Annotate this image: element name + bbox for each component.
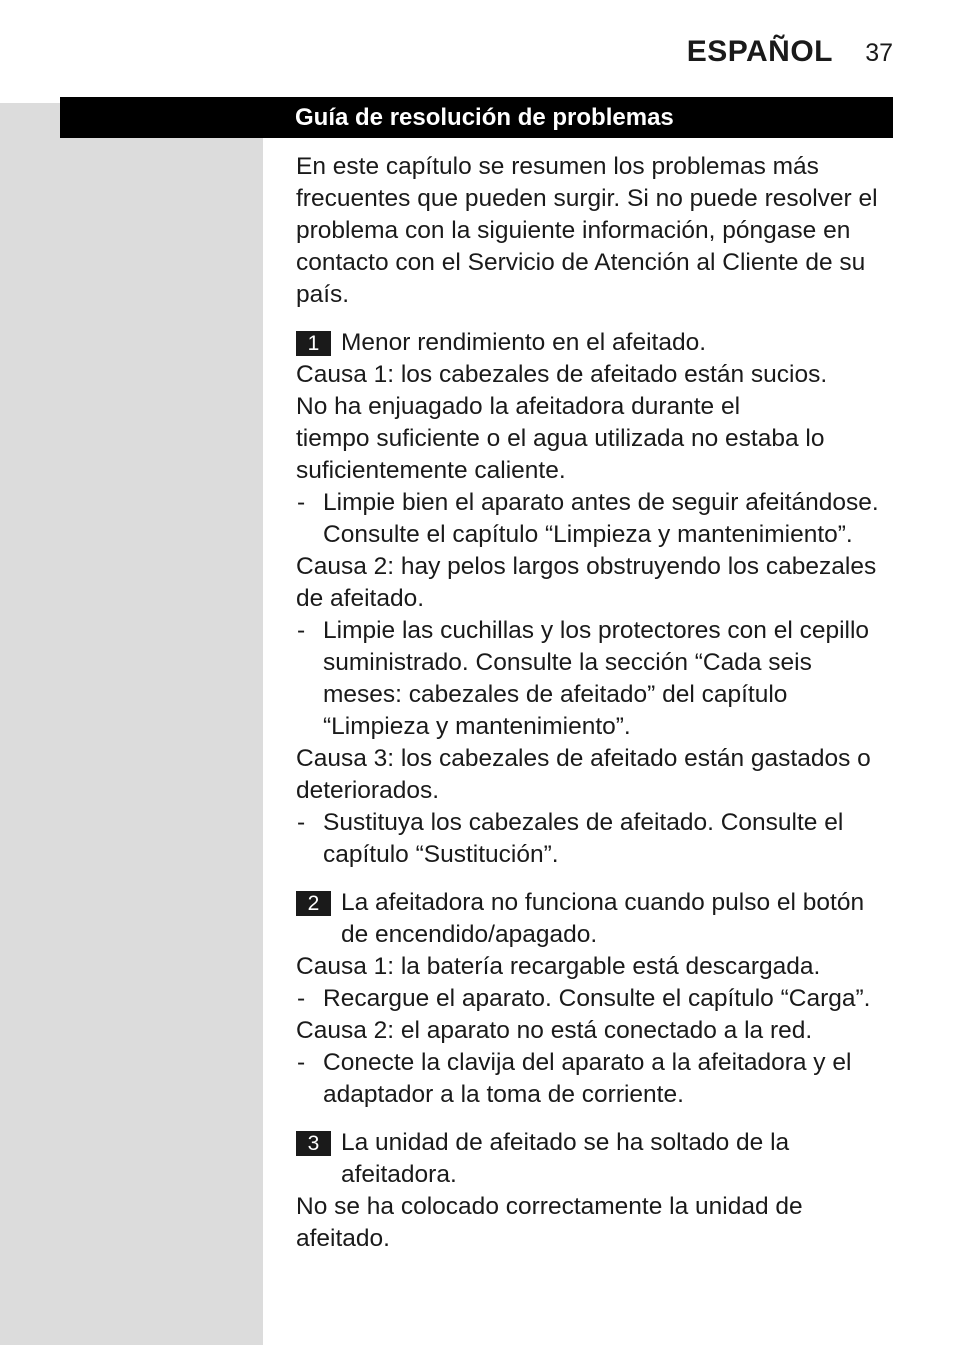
cause-text: Causa 1: los cabezales de afeitado están sucios. <box>296 361 828 388</box>
problem-heading <box>296 1127 896 1191</box>
cause-detail: No ha enjuagado la afeitadora durante el <box>296 393 741 420</box>
action-text: Recargue el aparato. Consulte el capítulo “Carga”. <box>323 985 871 1012</box>
action-text: Limpie las cuchillas y los protectores con el cepillo suministrado. Consulte la sección “Cada seis meses: cabezales de afeitado” del capítulo “Limpieza y mantenimiento”. <box>323 617 870 740</box>
bullet-dash: - <box>297 809 306 836</box>
action-item <box>296 615 896 743</box>
cause-text: Causa 1: la batería recargable está descargada. <box>296 953 821 980</box>
action-item <box>296 1047 896 1111</box>
problem-title: La afeitadora no funciona cuando pulso el botón de encendido/apagado. <box>341 889 865 948</box>
left-margin-panel <box>0 103 263 1345</box>
section-title: Guía de resolución de problemas <box>295 104 674 131</box>
bullet-dash: - <box>297 1049 306 1076</box>
problem-heading <box>296 887 896 951</box>
action-item <box>296 807 896 871</box>
problem-2 <box>296 887 896 1111</box>
header-language: ESPAÑOL <box>686 35 833 68</box>
cause-text: Causa 3: los cabezales de afeitado están gastados o deteriorados. <box>296 745 871 804</box>
intro-paragraph: En este capítulo se resumen los problemas más frecuentes que pueden surgir. Si no puede resolver el problema con la siguiente información, póngase en contacto con el Servicio de Atención al Cliente de su país. <box>296 153 878 308</box>
action-text: Limpie bien el aparato antes de seguir afeitándose. Consulte el capítulo “Limpieza y mantenimiento”. <box>323 489 879 548</box>
main-content <box>296 151 896 1271</box>
problem-3 <box>296 1127 896 1255</box>
bullet-dash: - <box>297 617 306 644</box>
action-item <box>296 487 896 551</box>
cause-text: Causa 2: el aparato no está conectado a la red. <box>296 1017 813 1044</box>
step-number-badge: 1 <box>296 331 331 356</box>
cause-text: No se ha colocado correctamente la unidad de afeitado. <box>296 1193 803 1252</box>
page-number: 37 <box>865 39 893 67</box>
problem-heading <box>296 327 896 359</box>
problem-title: La unidad de afeitado se ha soltado de la afeitadora. <box>341 1129 790 1188</box>
bullet-dash: - <box>297 489 306 516</box>
cause-text: Causa 2: hay pelos largos obstruyendo los cabezales de afeitado. <box>296 553 877 612</box>
action-text: Conecte la clavija del aparato a la afeitadora y el adaptador a la toma de corriente. <box>323 1049 852 1108</box>
step-number-badge: 3 <box>296 1131 331 1156</box>
bullet-dash: - <box>297 985 306 1012</box>
cause-detail: tiempo suficiente o el agua utilizada no estaba lo suficientemente caliente. <box>296 425 825 484</box>
problem-title: Menor rendimiento en el afeitado. <box>341 329 706 356</box>
section-header-bar <box>60 97 893 138</box>
action-text: Sustituya los cabezales de afeitado. Consulte el capítulo “Sustitución”. <box>323 809 844 868</box>
action-item <box>296 983 896 1015</box>
step-number-badge: 2 <box>296 891 331 916</box>
problem-1 <box>296 327 896 871</box>
